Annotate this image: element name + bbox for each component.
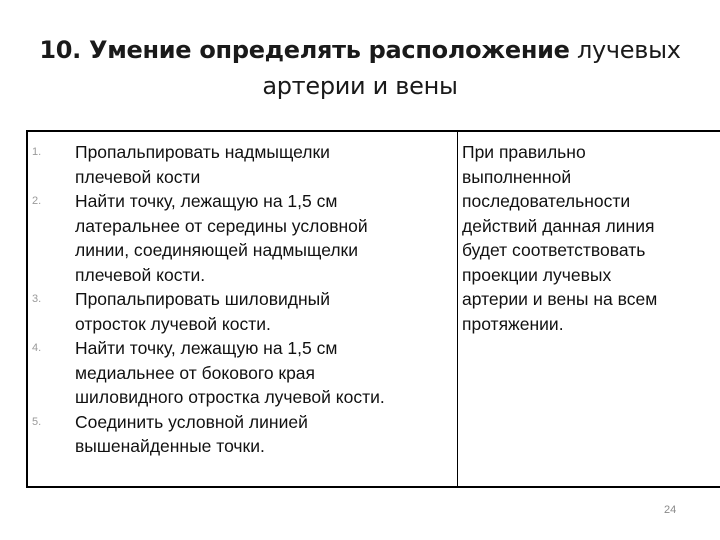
step-line: вышенайденные точки. <box>75 436 265 456</box>
result-line: выполненной <box>462 166 572 187</box>
step-number: 2. <box>32 195 42 207</box>
title-line-2: артерии и вены <box>262 72 458 100</box>
step-line: плечевой кости. <box>75 264 206 285</box>
result-line: последовательности <box>462 191 631 211</box>
step-item <box>28 336 458 410</box>
step-number: 5. <box>32 415 42 428</box>
step-line: латеральнее от середины условной <box>75 215 368 236</box>
step-line: плечевой кости <box>75 166 201 187</box>
result-line: При правильно <box>462 142 586 162</box>
slide-title <box>0 32 720 104</box>
step-line: Пропальпировать надмыщелки <box>75 142 330 162</box>
step-number: 1. <box>32 146 42 158</box>
step-number: 4. <box>32 342 42 354</box>
step-line: линии, соединяющей надмыщелки <box>75 240 358 260</box>
step-line: шиловидного отростка лучевой кости. <box>75 387 385 407</box>
step-item <box>28 287 458 336</box>
step-line: Пропальпировать шиловидный <box>75 289 330 309</box>
steps-list <box>28 140 458 459</box>
title-line-1 <box>0 32 720 68</box>
step-line: Соединить условной линией <box>75 411 308 432</box>
result-line: артерии и вены на всем <box>462 289 658 309</box>
step-line: Найти точку, лежащую на 1,5 см <box>75 338 338 358</box>
title-normal-part: лучевых <box>569 36 681 64</box>
step-number: 3. <box>32 293 42 305</box>
step-item <box>28 410 458 459</box>
step-line: медиальнее от бокового края <box>75 362 316 383</box>
result-description <box>462 140 702 336</box>
result-line: действий данная линия <box>462 215 655 236</box>
title-bold-part: 10. Умение определять расположение <box>39 36 570 64</box>
result-line: протяжении. <box>462 313 564 334</box>
step-item <box>28 140 458 189</box>
page-number: 24 <box>664 504 677 516</box>
step-item <box>28 189 458 287</box>
procedure-table <box>26 130 720 488</box>
step-line: отросток лучевой кости. <box>75 313 271 334</box>
step-line: Найти точку, лежащую на 1,5 см <box>75 191 338 211</box>
result-line: будет соответствовать <box>462 240 646 260</box>
result-line: проекции лучевых <box>462 264 612 285</box>
